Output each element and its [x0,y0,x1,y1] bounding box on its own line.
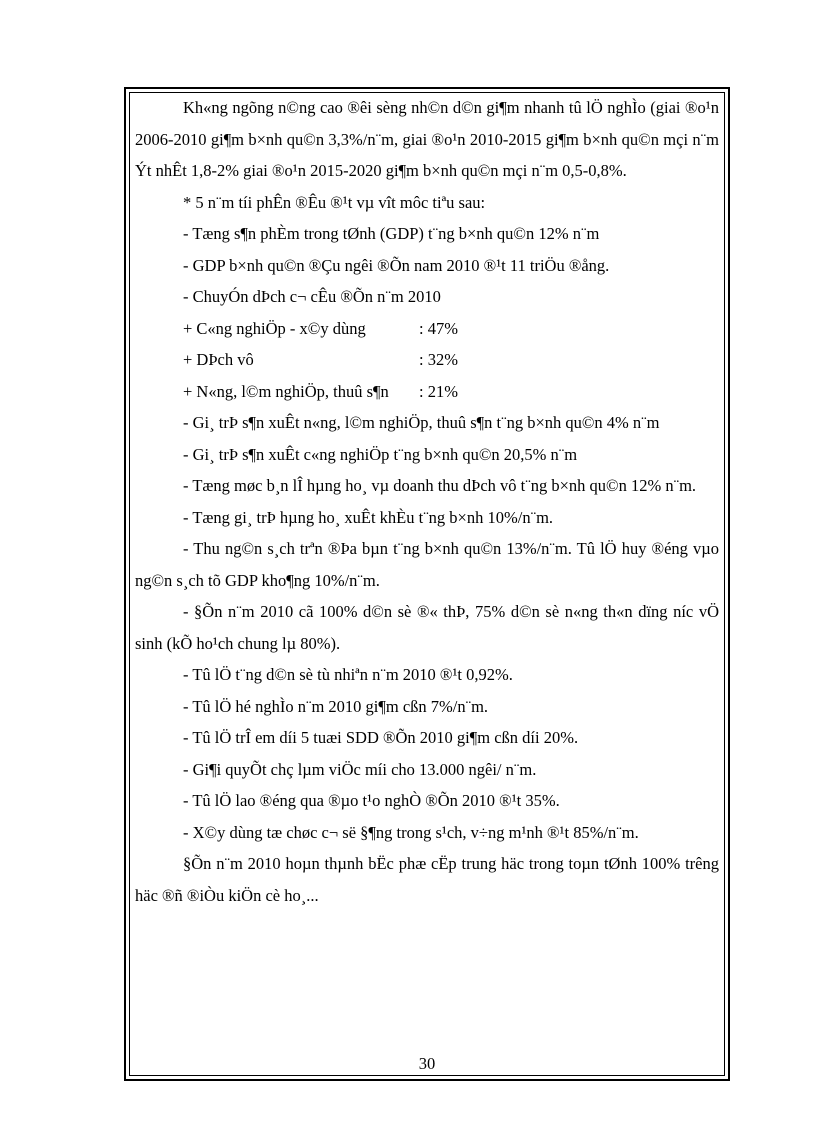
structure-value: : 47% [419,318,458,338]
paragraph-agri-production: - Gi¸ trÞ s¶n xuÊt n«ng, l©m nghiÖp, thuû s¶n t¨ng b×nh qu©n 4% n¨m [183,413,660,432]
structure-row-services [135,344,719,376]
paragraph-structure-shift: - ChuyÓn dÞch c¬ cÊu ®Õn n¨m 2010 [183,287,441,306]
page-number: 30 [418,1054,436,1073]
paragraph-vocational-training: - Tû lÖ lao ®éng qua ®µo t¹o nghÒ ®Õn 2010 ®¹t 35%. [183,791,560,810]
document-body [135,92,719,911]
paragraph-industry-production: - Gi¸ trÞ s¶n xuÊt c«ng nghiÖp t¨ng b×nh qu©n 20,5% n¨m [183,444,578,464]
structure-row-agriculture [135,376,719,408]
paragraph-party-organization: - X©y dùng tæ chøc c¬ së §¶ng trong s¹ch, v÷ng m¹nh ®¹t 85%/n¨m. [183,822,639,842]
paragraph-poor-households: - Tû lÖ hé nghÌo n¨m 2010 gi¶m cßn 7%/n¨m. [183,696,489,716]
paragraph-gdp-growth: - Tæng s¶n phÈm trong tØnh (GDP) t¨ng b×nh qu©n 12% n¨m [183,224,600,243]
paragraph-population-growth: - Tû lÖ t¨ng d©n sè tù nhiªn n¨m 2010 ®¹t 0,92%. [183,665,513,684]
paragraph-education: §Õn n¨m 2010 hoµn thµnh bËc phæ cËp trung häc trong toµn tØnh 100% trêng häc ®ñ ®iÒu kiÖn cè ho¸... [135,854,719,905]
paragraph-gdp-per-capita: - GDP b×nh qu©n ®Çu ngêi ®Õn nam 2010 ®¹t 11 triÖu ®ång. [183,255,610,275]
structure-row-industry [135,313,719,345]
structure-value: : 32% [419,350,458,369]
paragraph-budget-revenue: - Thu ng©n s¸ch trªn ®Þa bµn t¨ng b×nh qu©n 13%/n¨m. Tû lÖ huy ®éng vµo ng©n s¸ch tõ GDP kho¶ng 10%/n¨m. [135,539,719,590]
paragraph-clean-water: - §Õn n¨m 2010 cã 100% d©n sè ®« thÞ, 75% d©n sè n«ng th«n dïng níc vÖ sinh (kÕ ho¹ch chung lµ 80%). [135,602,719,653]
structure-label: + C«ng nghiÖp - x©y dùng [183,318,366,338]
paragraph-child-malnutrition: - Tû lÖ trÎ em díi 5 tuæi SDD ®Õn 2010 gi¶m cßn díi 20%. [183,728,579,747]
structure-label: + DÞch vô [183,350,254,369]
structure-value: : 21% [419,381,458,401]
paragraph-exports: - Tæng gi¸ trÞ hµng ho¸ xuÊt khÈu t¨ng b×nh 10%/n¨m. [183,507,554,527]
paragraph-poverty-reduction: Kh«ng ngõng n©ng cao ®êi sèng nh©n d©n gi¶m nhanh tû lÖ nghÌo (giai ®o¹n 2006-2010 gi¶m b×nh qu©n 3,3%/n¨m, giai ®o¹n 2010-2015 gi¶m b×nh qu©n mçi n¨m Ýt nhÊt 1,8-2% giai ®o¹n 2015-2020 gi¶m b×nh qu©n mçi n¨m 0,5-0,8%. [135,98,719,180]
paragraph-new-jobs: - Gi¶i quyÕt chç lµm viÖc míi cho 13.000 ngêi/ n¨m. [183,759,537,779]
structure-label: + N«ng, l©m nghiÖp, thuû s¶n [183,381,389,401]
paragraph-targets-heading: * 5 n¨m tíi phÊn ®Êu ®¹t vµ vît môc tiªu sau: [183,192,486,212]
paragraph-retail-sales: - Tæng møc b¸n lÎ hµng ho¸ vµ doanh thu dÞch vô t¨ng b×nh qu©n 12% n¨m. [183,476,697,495]
